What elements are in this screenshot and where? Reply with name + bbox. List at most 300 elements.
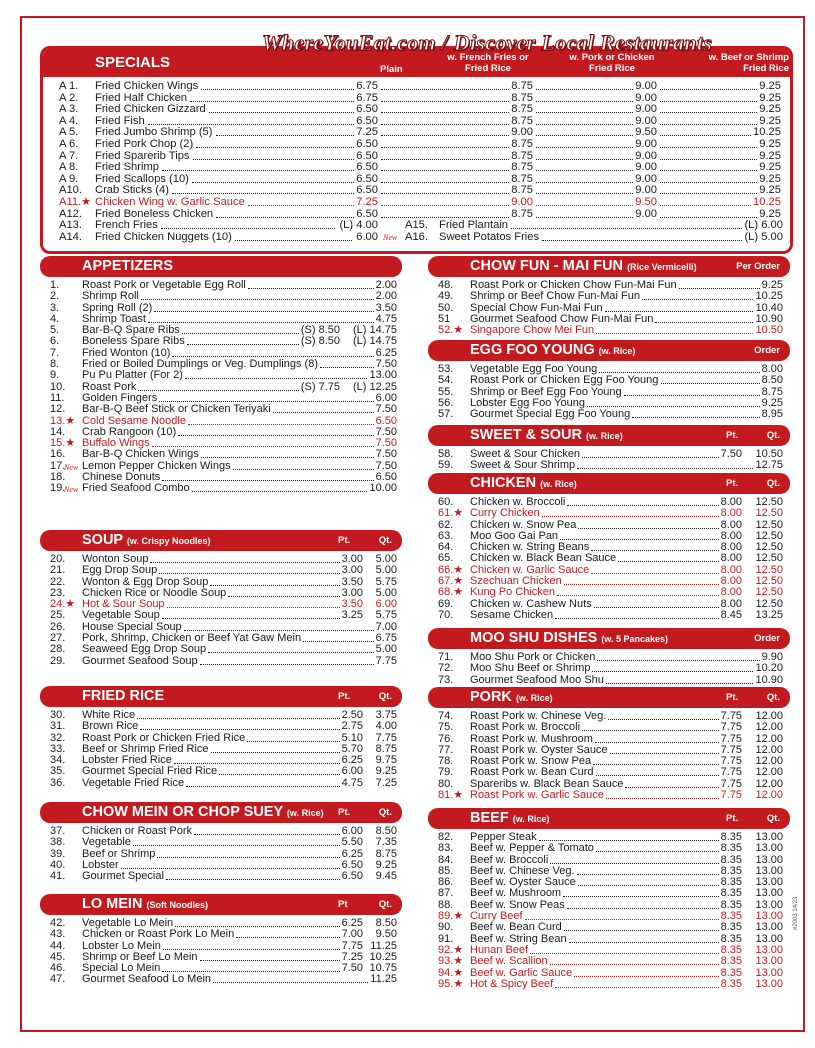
item-name: Fried Pork Chop (2) <box>95 137 194 150</box>
price-quart: 10.90 <box>755 673 783 686</box>
price-pint: 3.25 <box>341 609 363 622</box>
menu-item <box>428 956 790 967</box>
quart-label: Qt. <box>766 430 780 441</box>
price-quart: 10.20 <box>755 662 783 675</box>
item-number: 62. <box>438 518 454 531</box>
item-number: 6. <box>50 335 60 348</box>
item-name: House Special Soup <box>82 620 182 633</box>
item-name: Golden Fingers <box>82 391 158 404</box>
item-name: Beef w. Pepper & Tomato <box>470 842 594 855</box>
item-name: Beef w. Chinese Veg. <box>470 864 575 877</box>
item-number: 95.★ <box>438 977 464 990</box>
dot-leader <box>564 930 719 931</box>
dot-leader <box>606 798 719 799</box>
item-name: Cold Sesame Noodle <box>82 414 186 427</box>
item-name: Shrimp Toast <box>82 312 146 325</box>
price-pint: 5.10 <box>341 731 363 744</box>
price-quart: 12.00 <box>755 721 783 734</box>
price-pint: 8.00 <box>720 575 742 588</box>
price-value: 8.75 <box>511 103 533 116</box>
item-name: Gourmet Seafood Chow Fun-Mai Fun <box>470 312 654 325</box>
item-name: Beef w. Bean Curd <box>470 921 562 934</box>
price-quart: 5.75 <box>375 609 397 622</box>
section-header <box>428 256 790 277</box>
section-header <box>428 425 790 446</box>
price-pint: 7.75 <box>720 777 742 790</box>
pint-label: Pt. <box>726 692 739 703</box>
item-number: 61.★ <box>438 507 464 520</box>
section-subtitle: (w. Crispy Noodles) <box>126 536 211 546</box>
item-name: Sweet Potatos Fries <box>439 230 540 243</box>
item-number: 92.★ <box>438 943 464 956</box>
price-pint: 7.75 <box>720 789 742 802</box>
item-number: 90. <box>438 921 454 934</box>
price-quart: 12.50 <box>755 541 783 554</box>
item-list <box>40 551 402 667</box>
section-title-text: SWEET & SOUR <box>470 427 582 443</box>
menu-section <box>40 802 402 882</box>
item-number: 27. <box>50 632 66 645</box>
item-name: Chicken Rice or Noodle Soup <box>82 586 227 599</box>
item-name: Chicken w. Garlic Sauce <box>470 563 590 576</box>
section-title <box>470 342 635 358</box>
price-quart: 9.25 <box>375 858 397 871</box>
price-quart: 9.90 <box>761 651 783 663</box>
price-quart: 6.75 <box>375 632 397 645</box>
menu-section <box>428 473 790 621</box>
item-number: 81.★ <box>438 789 464 802</box>
item-name: Gourmet Special <box>82 870 164 883</box>
menu-item <box>428 610 790 621</box>
price-value: 8.75 <box>511 184 533 197</box>
quart-label: Qt. <box>378 691 392 702</box>
price-pint: 7.75 <box>720 721 742 734</box>
item-number: 82. <box>438 831 454 843</box>
item-name: Gourmet Seafood Soup <box>82 654 198 667</box>
item-name: Hunan Beef <box>470 943 529 956</box>
price-quart: 8.75 <box>375 847 397 860</box>
item-name: Roast Pork or Vegetable Egg Roll <box>82 279 246 291</box>
price-quart: 12.50 <box>755 529 783 542</box>
item-name: Beef w. Mushroom <box>470 887 562 900</box>
price-quart: 5.00 <box>375 553 397 565</box>
dot-leader <box>560 539 719 540</box>
price-value: 9.00 <box>635 114 657 127</box>
item-number: 52.★ <box>438 324 464 337</box>
section-header <box>40 530 402 551</box>
dot-leader <box>596 851 718 852</box>
section-title <box>470 427 623 443</box>
price-value: 9.00 <box>635 103 657 116</box>
price-pint: 8.35 <box>720 977 742 990</box>
item-name: Seaweed Egg Drop Soup <box>82 643 207 656</box>
item-number: 84. <box>438 853 454 866</box>
price-quart: 9.45 <box>375 870 397 883</box>
price-pint: 6.50 <box>341 858 363 871</box>
item-name: Chinese Donuts <box>82 471 161 484</box>
menu-section <box>428 687 790 801</box>
menu-item <box>428 587 790 598</box>
item-number: 29. <box>50 654 66 667</box>
pint-label: Pt. <box>338 535 351 546</box>
dot-leader <box>150 562 339 563</box>
price-pint: 3.50 <box>341 598 363 611</box>
price-pint: 6.00 <box>341 765 363 778</box>
price-value: 6.50 <box>356 207 378 220</box>
menu-item <box>428 922 790 933</box>
price-pint: 8.00 <box>720 496 742 508</box>
item-number: 49. <box>438 290 454 303</box>
item-code: A 3. <box>59 103 79 116</box>
item-name: Lobster <box>82 858 119 871</box>
price-quart: 5.00 <box>375 643 397 656</box>
price-quart: 13.00 <box>755 842 783 855</box>
menu-item <box>428 409 790 420</box>
price-quart: 6.00 <box>375 391 397 404</box>
item-number: 13.★ <box>50 414 76 427</box>
item-number: 60. <box>438 496 454 508</box>
item-code: A15. <box>405 219 429 232</box>
price-quart: (L) 12.25 <box>352 380 397 393</box>
price-quart: 10.50 <box>755 448 783 460</box>
item-number: 93.★ <box>438 955 464 968</box>
price-value: 9.25 <box>759 80 781 92</box>
price-value: 9.00 <box>635 184 657 197</box>
price-quart: (L) 14.75 <box>352 335 397 348</box>
price-value: 6.50 <box>356 114 378 127</box>
item-number: 70. <box>438 608 454 621</box>
price-pint: 3.00 <box>341 553 363 565</box>
dot-leader <box>172 193 354 194</box>
price-pint: 7.75 <box>720 755 742 768</box>
item-number: 68.★ <box>438 586 464 599</box>
item-name: Hot & Sour Soup <box>82 598 165 611</box>
price-quart: 5.00 <box>375 586 397 599</box>
new-badge: New <box>383 232 398 242</box>
pint-label: Pt. <box>726 478 739 489</box>
dot-leader <box>550 863 718 864</box>
item-name: Beef w. Scallion <box>470 955 548 968</box>
section-title <box>470 630 668 646</box>
item-list <box>40 823 402 882</box>
item-number: 57. <box>438 408 454 421</box>
dot-leader <box>555 618 718 619</box>
item-number: 91. <box>438 932 454 945</box>
price-value: 9.00 <box>635 207 657 220</box>
price-value: 8.75 <box>511 80 533 92</box>
specials-row <box>43 104 790 116</box>
price-quart: 7.75 <box>375 731 397 744</box>
menu-item <box>40 291 402 302</box>
price-value: 8.75 <box>511 172 533 185</box>
quart-label: Qt. <box>378 535 392 546</box>
price-pint: 2.50 <box>341 709 363 721</box>
price-quart: 12.50 <box>755 507 783 520</box>
dot-leader <box>578 885 719 886</box>
dot-leader <box>190 101 354 102</box>
item-name: Fried Scallops (10) <box>95 172 189 185</box>
item-name: Spring Roll (2) <box>82 301 153 314</box>
price-value: (L) 6.00 <box>744 219 783 232</box>
price-value: 9.00 <box>635 137 657 150</box>
item-name: Beef or Shrimp Fried Rice <box>82 742 209 755</box>
item-number: 69. <box>438 597 454 610</box>
price-quart: 8.95 <box>761 408 783 421</box>
item-number: 18. <box>50 471 66 484</box>
item-name: Roast Pork w. Mushroom <box>470 732 593 745</box>
price-quart: 8.50 <box>375 825 397 837</box>
price-value: 9.25 <box>759 207 781 220</box>
section-header <box>40 256 402 277</box>
price-pint: 8.35 <box>720 955 742 968</box>
price-pint: 8.00 <box>720 586 742 599</box>
item-number: 50. <box>438 301 454 314</box>
price-pint: 8.35 <box>720 921 742 934</box>
item-number: 43. <box>50 928 66 941</box>
dot-leader <box>193 159 355 160</box>
menu-item <box>428 508 790 519</box>
price-pint: 7.50 <box>341 962 363 975</box>
price-value: 8.75 <box>511 207 533 220</box>
item-name: White Rice <box>82 709 136 721</box>
price-quart: 13.00 <box>755 887 783 900</box>
menu-section <box>428 340 790 420</box>
section-subtitle: (Soft Noodles) <box>146 900 208 910</box>
price-quart: 13.00 <box>755 853 783 866</box>
item-name: Fried Half Chicken <box>95 91 188 104</box>
menu-item <box>428 722 790 733</box>
item-number: 31. <box>50 720 66 733</box>
price-value: 6.50 <box>356 161 378 174</box>
item-code: A 2. <box>59 91 79 104</box>
section-title-text: EGG FOO YOUNG <box>470 342 595 358</box>
pint-label: Pt. <box>726 430 739 441</box>
item-name: Moo Shu Pork or Chicken <box>470 651 596 663</box>
menu-item <box>40 974 402 985</box>
dot-leader <box>550 964 719 965</box>
item-code: A 9. <box>59 172 79 185</box>
item-number: 74. <box>438 710 454 722</box>
price-pint: 7.75 <box>720 743 742 756</box>
price-value: 9.25 <box>759 137 781 150</box>
item-number: 45. <box>50 950 66 963</box>
dot-leader <box>578 528 718 529</box>
price-value: 10.25 <box>753 195 781 208</box>
item-name: Roast Pork w. Oyster Sauce <box>470 743 608 756</box>
dot-leader <box>577 874 719 875</box>
price-quart: 10.40 <box>755 301 783 314</box>
price-pint: 7.75 <box>720 766 742 779</box>
menu-item <box>428 460 790 471</box>
item-name: French Fries <box>95 219 158 232</box>
section-title-text: PORK <box>470 689 512 705</box>
item-name: Roast Pork w. Bean Curd <box>470 766 594 779</box>
dot-leader <box>138 390 298 391</box>
specials-row <box>43 139 790 151</box>
dot-leader <box>162 170 354 171</box>
item-list <box>428 649 790 686</box>
item-number: 46. <box>50 962 66 975</box>
section-subtitle: (w. Rice) <box>598 346 636 356</box>
price-pint: 8.35 <box>720 966 742 979</box>
item-name: Bar-B-Q Spare Ribs <box>82 324 180 337</box>
item-number: 35. <box>50 765 66 778</box>
item-number: 78. <box>438 755 454 768</box>
price-pint: 4.75 <box>341 776 363 789</box>
menu-item <box>40 721 402 732</box>
quart-label: Qt. <box>378 807 392 818</box>
item-name: Gourmet Special Egg Foo Young <box>470 408 631 421</box>
quart-label: Qt. <box>766 478 780 489</box>
price-value: 9.50 <box>635 195 657 208</box>
section-title-text: MOO SHU DISHES <box>470 630 598 646</box>
item-number: 26. <box>50 620 66 633</box>
price-pint: 5.70 <box>341 742 363 755</box>
item-code: A 6. <box>59 137 79 150</box>
menu-item <box>40 370 402 381</box>
item-name: Lobster Lo Mein <box>82 939 161 952</box>
price-quart: 12.00 <box>755 777 783 790</box>
item-number: 21. <box>50 564 66 577</box>
print-code: #2003 14/23 <box>793 896 799 930</box>
price-quart: 6.50 <box>375 414 397 427</box>
price-quart: 13.00 <box>755 955 783 968</box>
menu-item <box>428 790 790 801</box>
price-quart: 11.25 <box>370 973 397 986</box>
item-name: Moo Goo Gai Pan <box>470 529 559 542</box>
item-number: 72. <box>438 662 454 675</box>
item-name: Fried or Boiled Dumplings or Veg. Dumplings (8) <box>82 358 318 371</box>
price-pint: 8.35 <box>720 864 742 877</box>
specials-row <box>43 81 790 93</box>
price-quart: 9.50 <box>375 928 397 941</box>
item-name: Sweet & Sour Shrimp <box>470 459 576 472</box>
item-code: A 4. <box>59 114 79 127</box>
item-list <box>40 707 402 789</box>
item-name: Vegetable <box>82 836 131 849</box>
price-pint: 3.00 <box>341 586 363 599</box>
dot-leader <box>121 868 340 869</box>
price-pint: 8.35 <box>720 876 742 889</box>
price-value: (L) 4.00 <box>339 219 378 232</box>
price-quart: 10.50 <box>755 324 783 337</box>
item-list <box>428 361 790 420</box>
price-quart: 7.00 <box>375 620 397 633</box>
price-quart: 13.00 <box>755 921 783 934</box>
section-title <box>82 258 173 274</box>
price-quart: 12.00 <box>755 789 783 802</box>
menu-section <box>428 808 790 990</box>
price-quart: 7.35 <box>375 836 397 849</box>
item-number: 59. <box>438 459 454 472</box>
item-number: 23. <box>50 586 66 599</box>
item-number: 34. <box>50 754 66 767</box>
price-pint: 2.75 <box>341 720 363 733</box>
section-title-text: FRIED RICE <box>82 688 165 704</box>
price-quart: 13.25 <box>755 608 783 621</box>
item-code: A16. <box>405 230 429 243</box>
specials-row <box>43 197 790 209</box>
dot-leader <box>162 618 340 619</box>
section-title <box>470 258 697 274</box>
item-name: Singapore Chow Mei Fun <box>470 324 595 337</box>
item-number: 51 <box>438 312 451 325</box>
price-value: 9.00 <box>635 91 657 104</box>
item-name: Chicken w. Black Bean Sauce <box>470 552 617 565</box>
price-quart: 13.00 <box>755 876 783 889</box>
item-name: Sweet & Sour Chicken <box>470 448 581 460</box>
price-quart: 7.25 <box>375 776 397 789</box>
menu-item <box>40 837 402 848</box>
item-name: Moo Shu Beef or Shrimp <box>470 662 591 675</box>
price-quart: 8.50 <box>761 374 783 387</box>
price-quart: 13.00 <box>755 898 783 911</box>
item-code: A 5. <box>59 126 79 139</box>
dot-leader <box>159 573 339 574</box>
price-pint: (S) 8.50 <box>300 335 340 348</box>
section-subtitle: (w. Rice) <box>540 479 577 489</box>
item-name: Fried Chicken Gizzard <box>95 103 206 116</box>
section-header <box>40 894 402 915</box>
dot-leader <box>167 607 340 608</box>
item-name: Special Lo Mein <box>82 962 161 975</box>
pint-label: Pt. <box>726 813 739 824</box>
item-code: A14. <box>59 230 83 243</box>
item-number: 5. <box>50 324 60 337</box>
section-title-text: APPETIZERS <box>82 258 174 274</box>
price-quart: 7.50 <box>375 403 397 416</box>
item-name: Roast Pork w. Chinese Veg. <box>470 710 607 722</box>
dot-leader <box>564 584 719 585</box>
dot-leader <box>539 840 719 841</box>
item-number: 65. <box>438 552 454 565</box>
item-name: Spareribs w. Black Bean Sauce <box>470 777 624 790</box>
price-quart: 11.25 <box>370 939 397 952</box>
price-quart: 5.75 <box>375 575 397 588</box>
dot-leader <box>166 879 340 880</box>
quart-label: Qt. <box>766 692 780 703</box>
dot-leader <box>140 729 339 730</box>
price-pint: 8.00 <box>720 507 742 520</box>
item-name: Fried Boneless Chicken <box>95 207 214 220</box>
dot-leader <box>133 845 340 846</box>
section-title <box>82 688 164 704</box>
section-header <box>428 473 790 494</box>
item-number: 16. <box>50 448 66 461</box>
price-quart: 4.00 <box>375 720 397 733</box>
specials-title: SPECIALS <box>95 54 171 71</box>
price-quart: 12.00 <box>755 732 783 745</box>
item-code: A11.★ <box>59 195 92 208</box>
dot-leader <box>157 857 339 858</box>
section-subtitle: (w. Rice) <box>512 814 550 824</box>
item-number: 75. <box>438 721 454 734</box>
price-pint: 6.00 <box>341 825 363 837</box>
price-pint: 8.00 <box>720 552 742 565</box>
price-quart: 12.50 <box>755 597 783 610</box>
price-pint: 8.35 <box>720 943 742 956</box>
price-pint: 8.00 <box>720 518 742 531</box>
price-value: 9.25 <box>759 149 781 162</box>
quart-label: Qt. <box>766 813 780 824</box>
item-name: Gourmet Seafood Moo Shu <box>470 673 604 686</box>
dot-leader <box>530 953 718 954</box>
item-number: 7. <box>50 346 60 359</box>
item-number: 41. <box>50 870 66 883</box>
item-number: 20. <box>50 553 66 565</box>
price-pint: 8.35 <box>720 932 742 945</box>
price-quart: 12.50 <box>755 496 783 508</box>
